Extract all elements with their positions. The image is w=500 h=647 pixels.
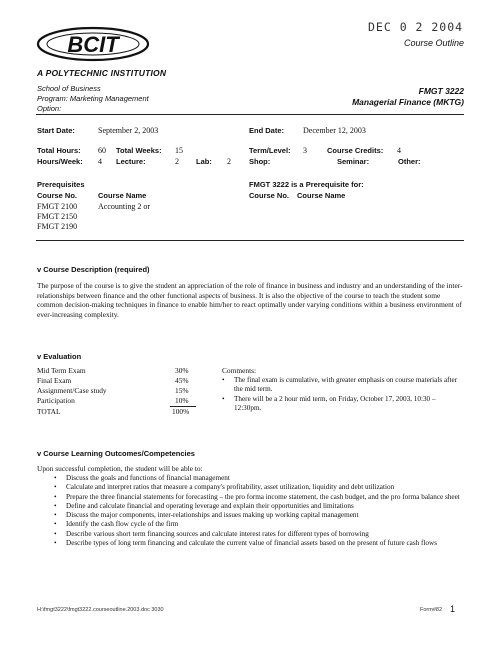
prereq-row-no: FMGT 2150 xyxy=(37,212,78,221)
bullet-icon: • xyxy=(54,539,57,548)
outcome-item: • Identify the cash flow cycle of the firm xyxy=(54,520,179,529)
evaluation-percent: 15% xyxy=(175,386,189,395)
lecture-value: 2 xyxy=(175,157,179,166)
bullet-icon: • xyxy=(222,394,225,403)
prereq-row-no: FMGT 2190 xyxy=(37,222,78,231)
hours-week-value: 4 xyxy=(98,157,102,166)
document-title: Course Outline xyxy=(403,38,464,48)
evaluation-item: Final Exam xyxy=(37,376,72,385)
lab-label: Lab: xyxy=(196,157,212,166)
end-date-label: End Date: xyxy=(249,126,285,135)
bullet-icon: • xyxy=(54,492,57,501)
prereq-row-no: FMGT 2100 xyxy=(37,202,78,211)
info-divider xyxy=(36,240,464,241)
comments-label: Comments: xyxy=(222,366,257,375)
start-date-value: September 2, 2003 xyxy=(98,126,159,135)
prereq-row-name: Accounting 2 or xyxy=(98,202,150,211)
seminar-label: Seminar: xyxy=(337,157,370,166)
tagline: A POLYTECHNIC INSTITUTION xyxy=(37,68,167,78)
course-credits-label: Course Credits: xyxy=(327,146,384,155)
bullet-icon: • xyxy=(54,501,57,510)
comment-item: • There will be a 2 hour mid term, on Friday, October 17, 2003, 10:30 – 12:30pm. xyxy=(222,394,436,412)
total-hours-label: Total Hours: xyxy=(37,146,81,155)
bullet-icon: • xyxy=(54,511,57,520)
bullet-icon: • xyxy=(54,529,57,538)
received-stamp: DEC 0 2 2004 xyxy=(368,20,464,34)
program-name: Program: Marketing Management xyxy=(37,94,149,103)
end-date-value: December 12, 2003 xyxy=(303,126,366,135)
total-weeks-label: Total Weeks: xyxy=(116,146,162,155)
bullet-icon: • xyxy=(54,483,57,492)
course-description-heading: v Course Description (required) xyxy=(37,265,150,274)
evaluation-percent: 30% xyxy=(175,366,189,375)
shop-label: Shop: xyxy=(249,157,271,166)
option-label: Option: xyxy=(37,104,62,113)
lab-value: 2 xyxy=(227,157,231,166)
footer-file-path: H:\fmgt3222\fmgt3222.courseoutline.2003.doc 3030 xyxy=(37,607,164,613)
bullet-icon: • xyxy=(222,376,225,384)
prereq-for-col-course-name: Course Name xyxy=(297,191,346,200)
lecture-label: Lecture: xyxy=(116,157,146,166)
learning-outcomes-intro: Upon successful completion, the student will be able to: xyxy=(37,464,203,473)
header-divider xyxy=(36,114,464,115)
total-weeks-value: 15 xyxy=(175,146,183,155)
bullet-icon: • xyxy=(54,520,57,529)
course-code: FMGT 3222 xyxy=(418,86,464,96)
evaluation-percent: 45% xyxy=(175,376,189,385)
outcome-item: • Prepare the three financial statements for forecasting – the pro forma income statement, the cash budget, and the pro forma balance sheet xyxy=(54,492,460,501)
prereq-col-course-no: Course No. xyxy=(37,191,78,200)
bullet-icon: • xyxy=(54,474,57,482)
outcome-item: • Define and calculate financial and operating leverage and explain their opportunities and limitations xyxy=(54,501,354,510)
comments-list xyxy=(222,376,462,413)
footer-form-number: Form#82 xyxy=(420,607,443,613)
logo-text: BCIT xyxy=(67,32,119,57)
outcome-item: • Discuss the major components, inter-relationships and issues making up working capital management xyxy=(54,511,359,520)
outcome-item: • Discuss the goals and functions of financial management xyxy=(54,474,230,482)
term-level-value: 3 xyxy=(303,146,307,155)
prereq-col-course-name: Course Name xyxy=(98,191,147,200)
outcome-item: • Describe various short term financing sources and calculate interest rates for different types of borrowing xyxy=(54,529,369,538)
other-label: Other: xyxy=(398,157,421,166)
prerequisites-title: Prerequisites xyxy=(37,180,85,189)
evaluation-percent: 10% xyxy=(175,396,189,405)
course-credits-value: 4 xyxy=(397,146,401,155)
learning-outcomes-heading: v Course Learning Outcomes/Competencies xyxy=(37,449,195,458)
start-date-label: Start Date: xyxy=(37,126,75,135)
course-name: Managerial Finance (MKTG) xyxy=(352,97,464,107)
learning-outcomes-list xyxy=(54,474,466,548)
term-level-label: Term/Level: xyxy=(249,146,291,155)
total-hours-value: 60 xyxy=(98,146,106,155)
school-name: School of Business xyxy=(37,84,101,93)
prerequisite-for-title: FMGT 3222 is a Prerequisite for: xyxy=(249,180,364,189)
prereq-for-col-course-no: Course No. xyxy=(249,191,290,200)
outcome-item: • Calculate and interpret ratios that measure a company's profitability, asset utilization, liquidity and debt utilization xyxy=(54,483,395,492)
evaluation-heading: v Evaluation xyxy=(37,352,82,361)
outcome-item: • Describe types of long term financing and calculate the current value of financial assets based on the present of future cash flows xyxy=(54,539,438,548)
hours-week-label: Hours/Week: xyxy=(37,157,83,166)
evaluation-item: Mid Term Exam xyxy=(37,366,86,375)
evaluation-item: Assignment/Case study xyxy=(37,386,107,395)
course-description-text: The purpose of the course is to give the student an appreciation of the role of finance in business and industry and an understanding of the inter-relationships between finance and the other functional aspects of business. It is also the objective of the course to teach the student some common decision-making techniques in finance to enable him/her to react optimally under varying conditions within a business environment of ever-increasing complexity. xyxy=(37,281,463,319)
evaluation-item: Participation xyxy=(37,396,75,405)
bcit-logo xyxy=(33,22,151,68)
evaluation-total-value: 100% xyxy=(172,407,190,416)
comment-item: • The final exam is cumulative, with greater emphasis on course materials after the mid term. xyxy=(222,376,458,394)
evaluation-total-label: TOTAL xyxy=(37,407,61,416)
page-number: 1 xyxy=(450,604,456,614)
